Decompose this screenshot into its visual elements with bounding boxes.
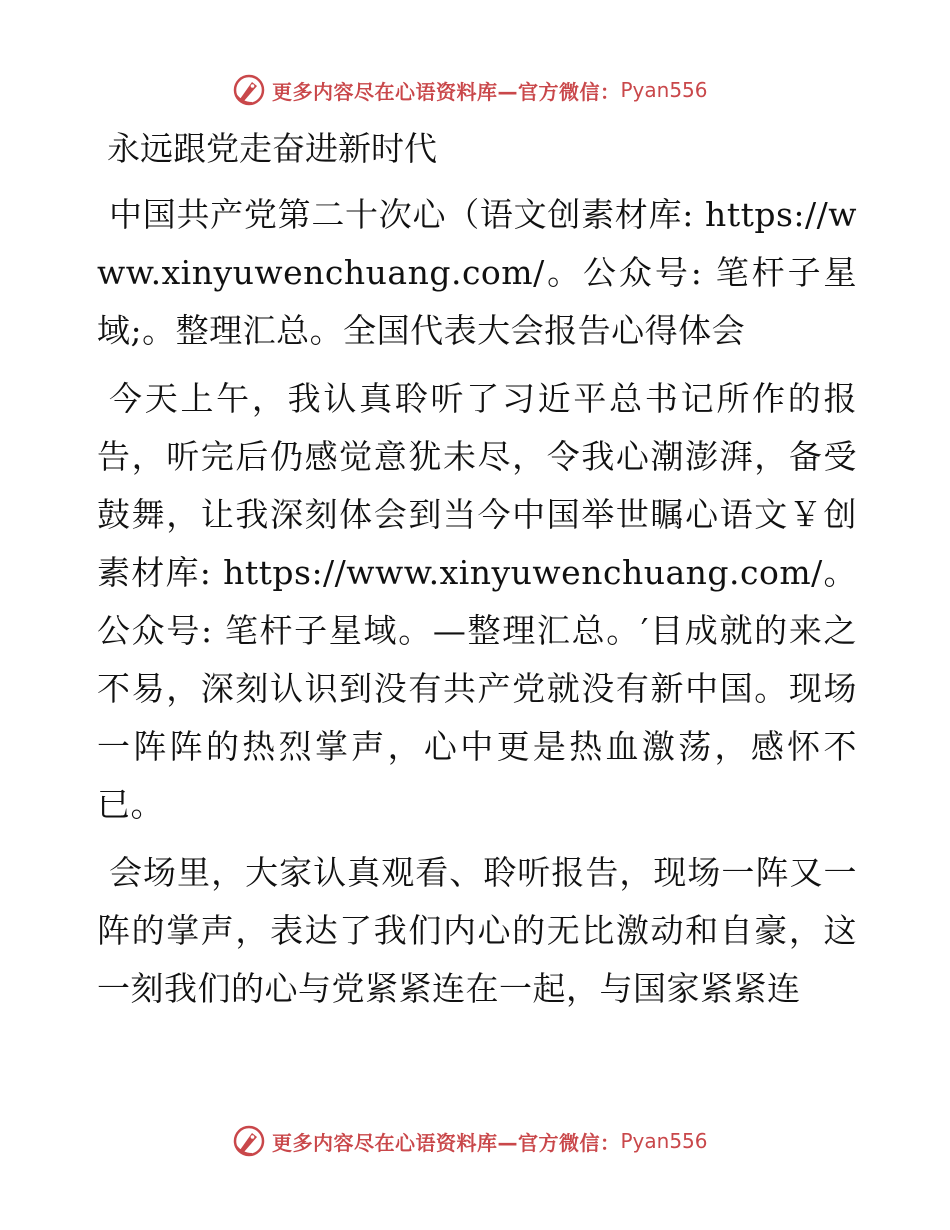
- pen-nib-circle-icon: [232, 1124, 266, 1158]
- document-body: [97, 120, 857, 1028]
- paragraph: 会场里，大家认真观看、聆听报告，现场一阵又一阵的掌声，表达了我们内心的无比激动和自豪，这一刻我们的心与党紧紧连在一起，与国家紧紧连: [97, 853, 857, 1008]
- banner-text: 更多内容尽在心语资料库—官方微信：: [272, 79, 621, 104]
- banner-wechat-id: Pyan556: [620, 78, 708, 102]
- banner-wechat-id: Pyan556: [620, 1129, 708, 1153]
- document-title: 永远跟党走奋进新时代: [107, 129, 437, 168]
- paragraph: 中国共产党第二十次心（语文创素材库: https://www.xinyuwenchuang.com/。公众号: 笔杆子星域;。整理汇总。全国代表大会报告心得体会: [97, 195, 857, 350]
- banner-text: 更多内容尽在心语资料库—官方微信：: [272, 1130, 621, 1155]
- pen-nib-circle-icon: [232, 73, 266, 107]
- paragraph: 今天上午，我认真聆听了习近平总书记所作的报告，听完后仍感觉意犹未尽，令我心潮澎湃，备受鼓舞，让我深刻体会到当今中国举世瞩心语文￥创素材库: https://www.xinyuwenchuang.com/。公众号: 笔杆子星域。—整理汇总。′目成就的来之不易，深刻认识到没有共产党就没有新中国。现场一阵阵的热烈掌声，心中更是热血激荡，感怀不已。: [97, 379, 857, 824]
- footer-banner: [232, 1124, 708, 1158]
- header-banner: [232, 73, 708, 107]
